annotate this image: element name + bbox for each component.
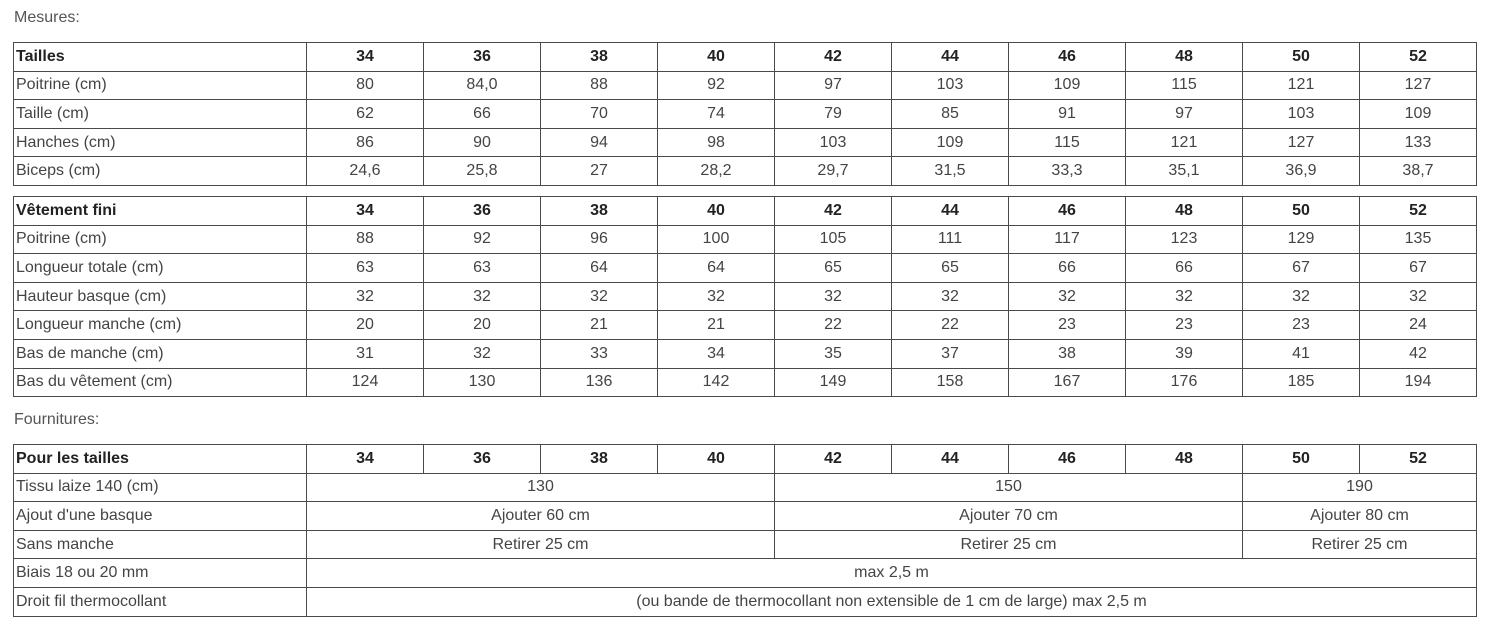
header-cell: 44 (892, 197, 1009, 226)
table-cell: 109 (1360, 100, 1477, 129)
table-cell: 109 (1009, 71, 1126, 100)
table-cell: 121 (1243, 71, 1360, 100)
table-cell: 39 (1126, 339, 1243, 368)
table-cell: 98 (658, 128, 775, 157)
table-cell: 23 (1243, 311, 1360, 340)
table-header-row (14, 43, 1477, 72)
table-cell: 42 (1360, 339, 1477, 368)
table-cell: 32 (1360, 282, 1477, 311)
table-cell: 37 (892, 339, 1009, 368)
header-cell: 46 (1009, 445, 1126, 474)
table-header-row (14, 197, 1477, 226)
table-cell: 92 (658, 71, 775, 100)
table-cell: 38 (1009, 339, 1126, 368)
table-cell: 127 (1243, 128, 1360, 157)
row-label: Poitrine (cm) (14, 71, 307, 100)
table-cell: 32 (775, 282, 892, 311)
row-label: Sans manche (14, 530, 307, 559)
merged-cell: Retirer 25 cm (775, 530, 1243, 559)
section-label-mesures: Mesures: (14, 9, 80, 26)
table-row (14, 254, 1477, 283)
row-label: Hanches (cm) (14, 128, 307, 157)
vetement-fini-table (13, 196, 1477, 397)
header-cell: 50 (1243, 197, 1360, 226)
table-row (14, 282, 1477, 311)
table-cell: 35,1 (1126, 157, 1243, 186)
table-cell: 22 (775, 311, 892, 340)
header-cell: 48 (1126, 43, 1243, 72)
table-cell: 149 (775, 368, 892, 397)
table-cell: 103 (892, 71, 1009, 100)
section-label-fournitures: Fournitures: (14, 411, 100, 428)
table-cell: 63 (307, 254, 424, 283)
table-cell: 64 (658, 254, 775, 283)
table-cell: 35 (775, 339, 892, 368)
table-row (14, 368, 1477, 397)
table-cell: 96 (541, 225, 658, 254)
table-cell: 136 (541, 368, 658, 397)
row-label: Bas du vêtement (cm) (14, 368, 307, 397)
table-cell: 91 (1009, 100, 1126, 129)
table-row (14, 502, 1477, 531)
table-cell: 63 (424, 254, 541, 283)
table-cell: 28,2 (658, 157, 775, 186)
table-cell: 67 (1360, 254, 1477, 283)
row-label: Longueur totale (cm) (14, 254, 307, 283)
table-cell: 65 (892, 254, 1009, 283)
table-cell: 79 (775, 100, 892, 129)
header-cell: 44 (892, 445, 1009, 474)
table-cell: 92 (424, 225, 541, 254)
table-row (14, 587, 1477, 616)
table-cell: 115 (1126, 71, 1243, 100)
table-cell: 121 (1126, 128, 1243, 157)
header-cell: 50 (1243, 445, 1360, 474)
row-label: Hauteur basque (cm) (14, 282, 307, 311)
table-cell: 105 (775, 225, 892, 254)
table-cell: 135 (1360, 225, 1477, 254)
table-cell: 158 (892, 368, 1009, 397)
merged-cell: Retirer 25 cm (307, 530, 775, 559)
header-cell: 42 (775, 445, 892, 474)
table-cell: 65 (775, 254, 892, 283)
merged-cell: Ajouter 80 cm (1243, 502, 1477, 531)
header-cell: Tailles (14, 43, 307, 72)
table-row (14, 473, 1477, 502)
table-cell: 32 (541, 282, 658, 311)
table-cell: 32 (1243, 282, 1360, 311)
table-cell: 25,8 (424, 157, 541, 186)
header-cell: 52 (1360, 43, 1477, 72)
table-cell: 32 (1126, 282, 1243, 311)
table-cell: 21 (541, 311, 658, 340)
table-cell: 103 (775, 128, 892, 157)
header-cell: 42 (775, 43, 892, 72)
row-label: Taille (cm) (14, 100, 307, 129)
table-cell: 103 (1243, 100, 1360, 129)
header-cell: 46 (1009, 197, 1126, 226)
table-row (14, 128, 1477, 157)
table-cell: 32 (424, 282, 541, 311)
table-cell: 33 (541, 339, 658, 368)
header-cell: 48 (1126, 445, 1243, 474)
table-cell: 80 (307, 71, 424, 100)
table-cell: 36,9 (1243, 157, 1360, 186)
table-row (14, 339, 1477, 368)
table-cell: 117 (1009, 225, 1126, 254)
row-label: Biceps (cm) (14, 157, 307, 186)
table-cell: 29,7 (775, 157, 892, 186)
table-cell: 21 (658, 311, 775, 340)
table-cell: 20 (424, 311, 541, 340)
table-cell: 32 (307, 282, 424, 311)
header-cell: 52 (1360, 197, 1477, 226)
table-cell: 38,7 (1360, 157, 1477, 186)
table-cell: 66 (1126, 254, 1243, 283)
header-cell: 50 (1243, 43, 1360, 72)
header-cell: Vêtement fini (14, 197, 307, 226)
table-cell: 22 (892, 311, 1009, 340)
header-cell: 48 (1126, 197, 1243, 226)
table-cell: 62 (307, 100, 424, 129)
table-cell: 27 (541, 157, 658, 186)
merged-cell: 190 (1243, 473, 1477, 502)
header-cell: 40 (658, 445, 775, 474)
table-row (14, 311, 1477, 340)
table-cell: 23 (1009, 311, 1126, 340)
table-cell: 133 (1360, 128, 1477, 157)
table-cell: 85 (892, 100, 1009, 129)
table-cell: 64 (541, 254, 658, 283)
row-label: Droit fil thermocollant (14, 587, 307, 616)
header-cell: Pour les tailles (14, 445, 307, 474)
merged-cell: Retirer 25 cm (1243, 530, 1477, 559)
table-cell: 84,0 (424, 71, 541, 100)
table-row (14, 100, 1477, 129)
table-cell: 41 (1243, 339, 1360, 368)
table-cell: 129 (1243, 225, 1360, 254)
fournitures-table (13, 444, 1477, 617)
table-cell: 124 (307, 368, 424, 397)
header-cell: 38 (541, 197, 658, 226)
merged-cell: Ajouter 60 cm (307, 502, 775, 531)
table-cell: 88 (307, 225, 424, 254)
table-row (14, 559, 1477, 588)
table-cell: 90 (424, 128, 541, 157)
header-cell: 34 (307, 445, 424, 474)
merged-cell: 150 (775, 473, 1243, 502)
header-cell: 46 (1009, 43, 1126, 72)
header-cell: 36 (424, 43, 541, 72)
table-cell: 20 (307, 311, 424, 340)
row-label: Tissu laize 140 (cm) (14, 473, 307, 502)
table-cell: 24,6 (307, 157, 424, 186)
row-label: Biais 18 ou 20 mm (14, 559, 307, 588)
table-cell: 194 (1360, 368, 1477, 397)
table-cell: 142 (658, 368, 775, 397)
merged-cell: max 2,5 m (307, 559, 1477, 588)
merged-cell: Ajouter 70 cm (775, 502, 1243, 531)
header-cell: 42 (775, 197, 892, 226)
header-cell: 34 (307, 197, 424, 226)
table-cell: 32 (658, 282, 775, 311)
table-cell: 31,5 (892, 157, 1009, 186)
table-cell: 111 (892, 225, 1009, 254)
header-cell: 40 (658, 197, 775, 226)
table-cell: 66 (1009, 254, 1126, 283)
header-cell: 52 (1360, 445, 1477, 474)
table-cell: 130 (424, 368, 541, 397)
table-row (14, 157, 1477, 186)
table-header-row (14, 445, 1477, 474)
table-cell: 109 (892, 128, 1009, 157)
table-row (14, 530, 1477, 559)
table-cell: 74 (658, 100, 775, 129)
table-cell: 97 (1126, 100, 1243, 129)
table-cell: 67 (1243, 254, 1360, 283)
table-cell: 33,3 (1009, 157, 1126, 186)
header-cell: 44 (892, 43, 1009, 72)
header-cell: 34 (307, 43, 424, 72)
merged-cell: (ou bande de thermocollant non extensible de 1 cm de large) max 2,5 m (307, 587, 1477, 616)
table-cell: 94 (541, 128, 658, 157)
table-cell: 123 (1126, 225, 1243, 254)
row-label: Bas de manche (cm) (14, 339, 307, 368)
row-label: Poitrine (cm) (14, 225, 307, 254)
header-cell: 38 (541, 445, 658, 474)
table-cell: 34 (658, 339, 775, 368)
table-cell: 185 (1243, 368, 1360, 397)
table-cell: 32 (424, 339, 541, 368)
table-cell: 176 (1126, 368, 1243, 397)
table-row (14, 71, 1477, 100)
table-cell: 31 (307, 339, 424, 368)
table-cell: 32 (892, 282, 1009, 311)
table-cell: 23 (1126, 311, 1243, 340)
table-cell: 24 (1360, 311, 1477, 340)
tailles-table (13, 42, 1477, 186)
table-row (14, 225, 1477, 254)
table-cell: 32 (1009, 282, 1126, 311)
row-label: Longueur manche (cm) (14, 311, 307, 340)
header-cell: 38 (541, 43, 658, 72)
table-cell: 70 (541, 100, 658, 129)
table-cell: 115 (1009, 128, 1126, 157)
header-cell: 36 (424, 445, 541, 474)
merged-cell: 130 (307, 473, 775, 502)
table-cell: 167 (1009, 368, 1126, 397)
table-cell: 100 (658, 225, 775, 254)
table-cell: 66 (424, 100, 541, 129)
table-cell: 97 (775, 71, 892, 100)
row-label: Ajout d'une basque (14, 502, 307, 531)
table-cell: 86 (307, 128, 424, 157)
header-cell: 36 (424, 197, 541, 226)
table-cell: 88 (541, 71, 658, 100)
table-cell: 127 (1360, 71, 1477, 100)
header-cell: 40 (658, 43, 775, 72)
